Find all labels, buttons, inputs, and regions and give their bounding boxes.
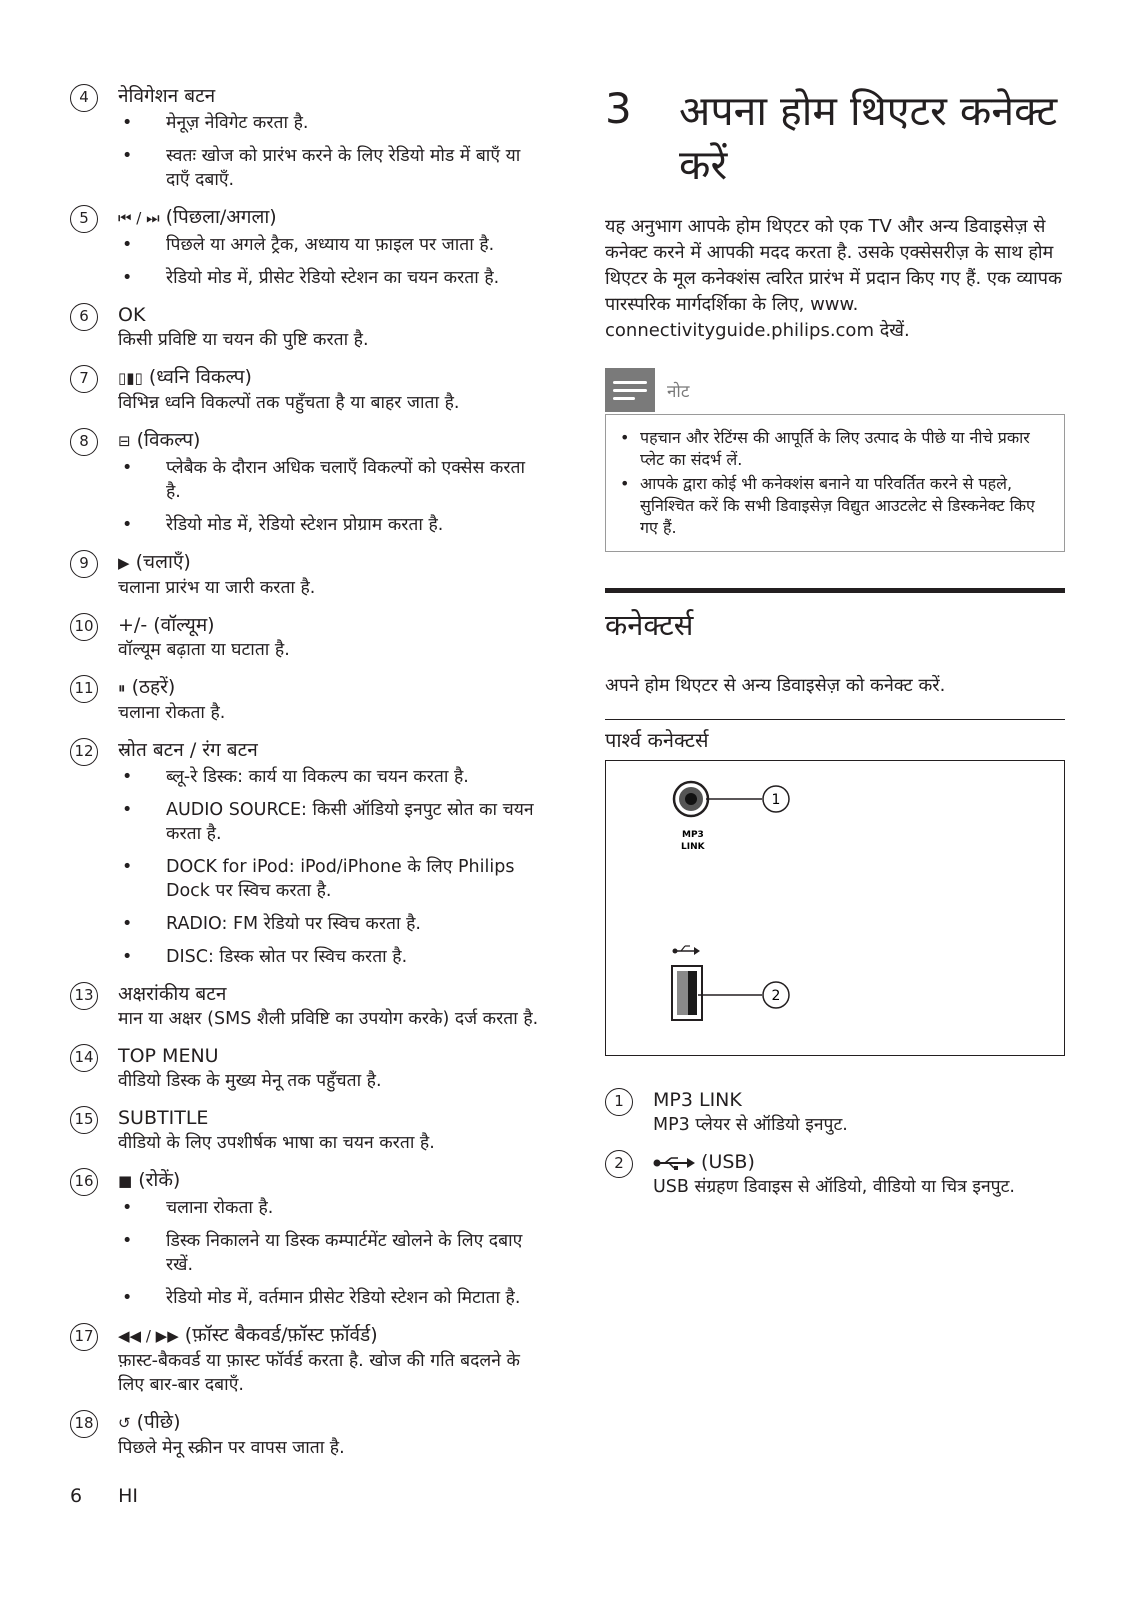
item-title-text: अक्षरांकीय बटन <box>118 983 227 1005</box>
usb-symbol-icon <box>673 946 701 955</box>
item-title-text: (पीछे) <box>136 1411 181 1433</box>
item-title <box>118 982 540 1007</box>
note-box <box>605 414 1065 552</box>
item-description: वॉल्यूम बढ़ाता या घटाता है. <box>118 640 290 660</box>
bullet-list <box>118 456 540 537</box>
bullet-item: • RADIO: FM रेडियो पर स्विच करता है. <box>118 912 540 936</box>
item-title-text: (पिछला/अगला) <box>165 206 277 228</box>
item-number: 17 <box>70 1323 98 1351</box>
bullet-item: • DOCK for iPod: iPod/iPhone के लिए Philips Dock पर स्विच करता है. <box>118 855 540 903</box>
chapter-number: 3 <box>605 84 632 133</box>
note-item: • आपके द्वारा कोई भी कनेक्शंस बनाने या परिवर्तित करने से पहले, सुनिश्चित करें कि सभी डिवाइसेज़ विद्युत आउटलेट से डिस्कनेक्ट किए गए हैं. <box>618 473 1052 539</box>
item-title-text: +/- (वॉल्यूम) <box>118 614 215 636</box>
remote-button-item <box>70 84 540 192</box>
remote-button-item <box>70 1106 540 1155</box>
item-title <box>118 1168 540 1194</box>
item-title-text: स्रोत बटन / रंग बटन <box>118 739 258 761</box>
bullet-item: • रेडियो मोड में, प्रीसेट रेडियो स्टेशन का चयन करता है. <box>118 266 540 290</box>
item-title-text: (रोकें) <box>138 1169 181 1191</box>
item-title <box>118 1323 540 1349</box>
item-title <box>118 550 540 576</box>
chapter-title: अपना होम थिएटर कनेक्ट करें <box>679 87 1058 189</box>
bullet-item: • रेडियो मोड में, वर्तमान प्रीसेट रेडियो स्टेशन को मिटाता है. <box>118 1286 540 1310</box>
note-item: • पहचान और रेटिंग्स की आपूर्ति के लिए उत्पाद के पीछे या नीचे प्रकार प्लेट का संदर्भ लें. <box>618 427 1052 471</box>
remote-button-item <box>70 365 540 415</box>
item-description: विभिन्न ध्वनि विकल्पों तक पहुँचता है या बाहर जाता है. <box>118 393 460 413</box>
item-description: पिछले मेनू स्क्रीन पर वापस जाता है. <box>118 1438 345 1458</box>
item-number: 9 <box>70 550 98 578</box>
item-title-text: (ध्वनि विकल्प) <box>148 366 252 388</box>
item-title-text: नेविगेशन बटन <box>118 85 216 107</box>
item-title-text: TOP MENU <box>118 1045 219 1067</box>
sound-options-icon: ▯▮▯ <box>118 369 143 387</box>
item-title <box>118 428 540 454</box>
bullet-list <box>118 765 540 969</box>
item-description: मान या अक्षर (SMS शैली प्रविष्टि का उपयोग करके) दर्ज करता है. <box>118 1009 539 1029</box>
chapter-heading <box>605 84 1065 192</box>
port-label-mp3: MP3 <box>682 830 704 840</box>
mp3-link-jack-icon <box>674 782 708 816</box>
item-number: 7 <box>70 365 98 393</box>
item-number: 5 <box>70 205 98 233</box>
usb-port-icon <box>672 966 702 1020</box>
item-title <box>118 738 540 763</box>
page-footer <box>70 1485 174 1507</box>
item-number: 4 <box>70 84 98 112</box>
item-number: 14 <box>70 1044 98 1072</box>
item-number: 6 <box>70 303 98 331</box>
item-title-text: SUBTITLE <box>118 1107 209 1129</box>
bullet-item: • स्वतः खोज को प्रारंभ करने के लिए रेडियो मोड में बाएँ या दाएँ दबाएँ. <box>118 144 540 192</box>
remote-button-item <box>70 675 540 725</box>
item-title-text: (फ़ॉस्ट बैकवर्ड/फ़ॉस्ट फ़ॉर्वर्ड) <box>184 1324 378 1346</box>
item-title-text: OK <box>118 304 146 326</box>
connector-list <box>605 1088 1065 1199</box>
item-number: 12 <box>70 738 98 766</box>
item-title <box>118 675 540 701</box>
item-number: 11 <box>70 675 98 703</box>
page-number: 6 <box>70 1485 83 1507</box>
item-title <box>118 613 540 638</box>
item-number: 13 <box>70 982 98 1010</box>
item-title-text: (ठहरें) <box>131 676 176 698</box>
item-number: 10 <box>70 613 98 641</box>
intro-paragraph: यह अनुभाग आपके होम थिएटर को एक TV और अन्य डिवाइसेज़ से कनेक्ट करने में आपकी मदद करता है. उसके एक्सेसरीज़ के साथ होम थिएटर के मूल कनेक्शंस त्वरित प्रारंभ में प्रदान किए गए हैं. एक व्यापक पारस्परिक मार्गदर्शिका के लिए, www. connectivityguide.philips.com देखें. <box>605 216 1062 341</box>
language-code: HI <box>118 1485 138 1507</box>
bullet-list <box>118 111 540 192</box>
bullet-item: • मेनूज़ नेविगेट करता है. <box>118 111 540 135</box>
section-divider <box>605 588 1065 593</box>
section-title: कनेक्टर्स <box>605 608 694 642</box>
item-number: 2 <box>605 1150 633 1178</box>
connector-item <box>605 1088 1065 1137</box>
connector-item <box>605 1150 1065 1199</box>
usb-icon <box>653 1156 695 1170</box>
side-connectors-figure <box>605 760 1065 1056</box>
item-title <box>118 1106 540 1131</box>
item-title: MP3 LINK <box>653 1089 742 1111</box>
rewind-forward-icon: ◀◀ / ▶▶ <box>118 1327 179 1345</box>
connector-diagram <box>606 761 1052 1053</box>
remote-button-item <box>70 613 540 662</box>
item-title-text: (चलाएँ) <box>135 551 191 573</box>
remote-button-item <box>70 982 540 1031</box>
port-label-link: LINK <box>681 842 705 852</box>
pause-icon: ⏸ <box>118 679 126 697</box>
item-number: 15 <box>70 1106 98 1134</box>
item-title <box>118 1410 540 1436</box>
item-number: 8 <box>70 428 98 456</box>
remote-button-item <box>70 1323 540 1397</box>
note-label: नोट <box>667 381 690 402</box>
bullet-item: • रेडियो मोड में, रेडियो स्टेशन प्रोग्राम करता है. <box>118 513 540 537</box>
item-number: 18 <box>70 1410 98 1438</box>
bullet-list <box>118 1196 540 1310</box>
remote-button-item <box>70 1410 540 1460</box>
note-header <box>605 368 1065 412</box>
options-icon: ⊟ <box>118 432 131 450</box>
back-icon: ↺ <box>118 1414 131 1432</box>
left-column <box>70 84 540 1473</box>
item-title-text: (USB) <box>701 1151 755 1173</box>
callout-2: 2 <box>771 988 781 1004</box>
item-title <box>118 365 540 391</box>
item-title <box>653 1150 1065 1175</box>
remote-button-item <box>70 738 540 969</box>
bullet-item: • DISC: डिस्क स्रोत पर स्विच करता है. <box>118 945 540 969</box>
bullet-list <box>118 233 540 290</box>
item-title <box>118 1044 540 1069</box>
remote-button-item <box>70 303 540 352</box>
bullet-item: • प्लेबैक के दौरान अधिक चलाएँ विकल्पों को एक्सेस करता है. <box>118 456 540 504</box>
remote-button-item <box>70 550 540 600</box>
callout-1: 1 <box>771 792 781 808</box>
bullet-item: • डिस्क निकालने या डिस्क कम्पार्टमेंट खोलने के लिए दबाए रखें. <box>118 1229 540 1277</box>
subsection-title: पार्श्व कनेक्टर्स <box>605 728 709 752</box>
section-description: अपने होम थिएटर से अन्य डिवाइसेज़ को कनेक्ट करें. <box>605 675 946 696</box>
item-description: वीडियो डिस्क के मुख्य मेनू तक पहुँचता है. <box>118 1071 382 1091</box>
item-description: चलाना रोकता है. <box>118 703 226 723</box>
item-number: 16 <box>70 1168 98 1196</box>
item-title <box>118 205 540 231</box>
item-description: MP3 प्लेयर से ऑडियो इनपुट. <box>653 1115 848 1135</box>
item-description: फ़ास्ट-बैकवर्ड या फ़ास्ट फॉर्वर्ड करता है. खोज की गति बदलने के लिए बार-बार दबाएँ. <box>118 1351 520 1395</box>
item-description: USB संग्रहण डिवाइस से ऑडियो, वीडियो या चित्र इनपुट. <box>653 1177 1015 1197</box>
item-title-text: (विकल्प) <box>136 429 201 451</box>
remote-button-item <box>70 428 540 537</box>
bullet-item: • चलाना रोकता है. <box>118 1196 540 1220</box>
remote-button-item <box>70 1044 540 1093</box>
remote-button-item <box>70 1168 540 1310</box>
subsection-divider <box>605 719 1065 720</box>
item-description: वीडियो के लिए उपशीर्षक भाषा का चयन करता है. <box>118 1133 435 1153</box>
item-description: चलाना प्रारंभ या जारी करता है. <box>118 578 316 598</box>
item-title <box>118 303 540 328</box>
item-title <box>118 84 540 109</box>
note-icon <box>605 368 655 412</box>
item-description: किसी प्रविष्टि या चयन की पुष्टि करता है. <box>118 330 369 350</box>
bullet-item: • AUDIO SOURCE: किसी ऑडियो इनपुट स्रोत का चयन करता है. <box>118 798 540 846</box>
prev-next-icon: ⏮ / ⏭ <box>118 209 160 227</box>
item-number: 1 <box>605 1088 633 1116</box>
play-icon: ▶ <box>118 554 130 572</box>
remote-button-item <box>70 205 540 290</box>
stop-icon: ■ <box>118 1172 133 1190</box>
bullet-item: • पिछले या अगले ट्रैक, अध्याय या फ़ाइल पर जाता है. <box>118 233 540 257</box>
right-column <box>605 84 1065 1212</box>
bullet-item: • ब्लू-रे डिस्क: कार्य या विकल्प का चयन करता है. <box>118 765 540 789</box>
